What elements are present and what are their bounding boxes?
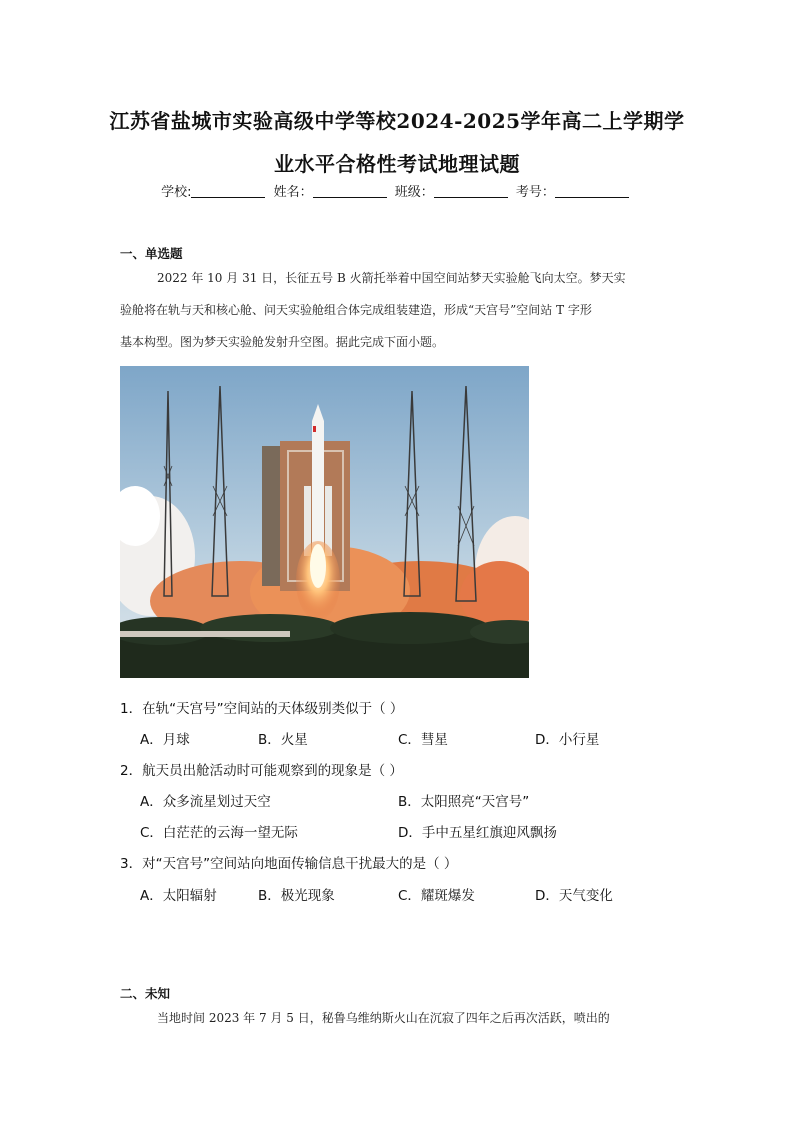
class-blank[interactable] bbox=[434, 184, 508, 198]
school-blank[interactable] bbox=[191, 184, 265, 198]
document-title-line-1: 江苏省盐城市实验高级中学等校2024-2025学年高二上学期学 bbox=[109, 109, 685, 133]
question-2-stem: 2．航天员出舱活动时可能观察到的现象是（ ） bbox=[120, 763, 403, 779]
question-1-option-c[interactable]: C．彗星 bbox=[398, 732, 448, 748]
question-3-option-a[interactable]: A．太阳辐射 bbox=[140, 888, 217, 904]
class-label: 班级： bbox=[394, 185, 434, 200]
passage-1-line-2: 验舱将在轨与天和核心舱、问天实验舱组合体完成组装建造，形成“天宫号”空间站 T 字形 bbox=[120, 303, 592, 317]
passage-1 bbox=[120, 262, 676, 358]
passage-1-line-3: 基本构型。图为梦天实验舱发射升空图。据此完成下面小题。 bbox=[120, 335, 445, 349]
school-label: 学校: bbox=[161, 185, 192, 200]
question-2-option-d[interactable]: D．手中五星红旗迎风飘扬 bbox=[398, 825, 557, 841]
question-3-option-d[interactable]: D．天气变化 bbox=[535, 888, 613, 904]
section-heading-unknown: 二、未知 bbox=[120, 986, 171, 1001]
section-heading-single-choice: 一、单选题 bbox=[120, 246, 183, 261]
exam-number-label: 考号： bbox=[515, 185, 555, 200]
question-2-option-b[interactable]: B．太阳照亮“天宫号” bbox=[398, 794, 530, 810]
exam-number-blank[interactable] bbox=[555, 184, 629, 198]
question-1-stem: 1．在轨“天宫号”空间站的天体级别类似于（ ） bbox=[120, 701, 404, 717]
name-label: 姓名： bbox=[273, 185, 313, 200]
question-3-option-b[interactable]: B．极光现象 bbox=[258, 888, 335, 904]
rocket-launch-photo bbox=[120, 366, 529, 678]
question-1-option-b[interactable]: B．火星 bbox=[258, 732, 308, 748]
question-1-option-a[interactable]: A．月球 bbox=[140, 732, 190, 748]
passage-2 bbox=[120, 1002, 676, 1034]
question-2-option-c[interactable]: C．白茫茫的云海一望无际 bbox=[140, 825, 298, 841]
question-3-option-c[interactable]: C．耀斑爆发 bbox=[398, 888, 475, 904]
passage-2-line-1: 当地时间 2023 年 7 月 5 日，秘鲁乌维纳斯火山在沉寂了四年之后再次活跃，喷出的 bbox=[157, 1011, 610, 1025]
passage-1-line-1: 2022 年 10 月 31 日，长征五号 B 火箭托举着中国空间站梦天实验舱飞向太空。梦天实 bbox=[157, 271, 626, 285]
question-1-option-d[interactable]: D．小行星 bbox=[535, 732, 600, 748]
question-2-option-a[interactable]: A．众多流星划过天空 bbox=[140, 794, 271, 810]
student-info-row bbox=[0, 181, 794, 200]
document-title-line-2: 业水平合格性考试地理试题 bbox=[274, 152, 520, 176]
name-blank[interactable] bbox=[313, 184, 387, 198]
question-3-stem: 3．对“天宫号”空间站向地面传输信息干扰最大的是（ ） bbox=[120, 856, 458, 872]
